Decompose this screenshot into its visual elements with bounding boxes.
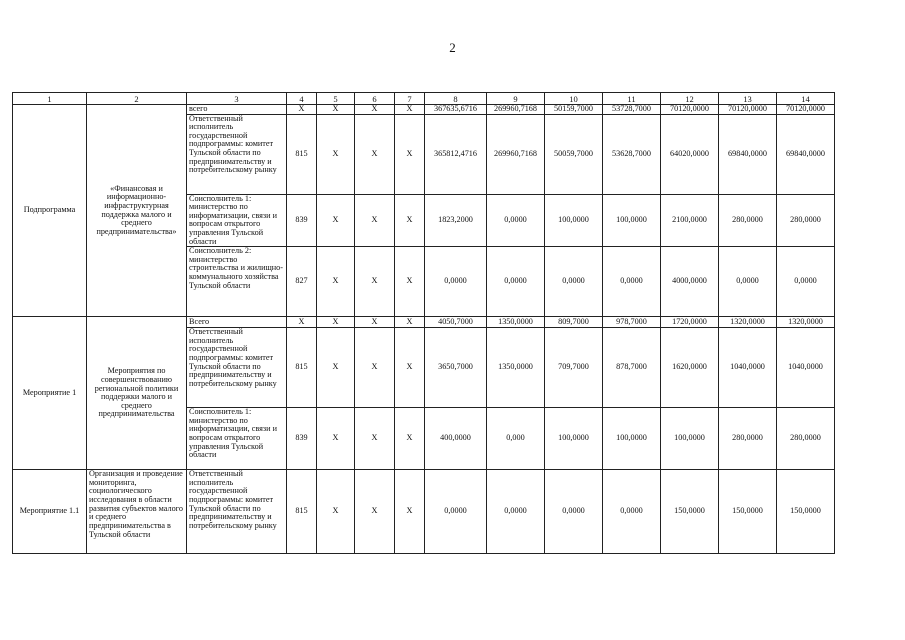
header-cell: 9: [487, 93, 545, 105]
header-cell: 4: [287, 93, 317, 105]
table-cell: X: [317, 328, 355, 408]
table-cell: 3650,7000: [425, 328, 487, 408]
table-cell: X: [355, 317, 395, 328]
table-cell: X: [395, 470, 425, 554]
table-cell: 709,7000: [545, 328, 603, 408]
table-cell: 0,0000: [777, 247, 835, 317]
table-cell: 878,7000: [603, 328, 661, 408]
row-name-cell: Организация и проведение мониторинга, социологического исследования в области развития субъектов малого и среднего предпринимательства в Тульской области: [87, 470, 187, 554]
table-cell: 0,0000: [719, 247, 777, 317]
table-cell: 0,0000: [545, 470, 603, 554]
table-row: [13, 470, 835, 554]
page-number: 2: [449, 40, 456, 55]
table-cell: X: [317, 317, 355, 328]
header-cell: 14: [777, 93, 835, 105]
table-cell: X: [317, 408, 355, 470]
table-cell: 64020,0000: [661, 114, 719, 194]
table-cell: X: [395, 194, 425, 247]
table-cell: X: [395, 114, 425, 194]
executor-cell: всего: [187, 105, 287, 115]
row-name-cell: Мероприятия по совершенствованию региональной политики поддержки малого и среднего предпринимательства: [87, 317, 187, 470]
table-cell: 70120,0000: [777, 105, 835, 115]
table-cell: 2100,0000: [661, 194, 719, 247]
table-cell: X: [287, 105, 317, 115]
table-cell: 839: [287, 408, 317, 470]
table-cell: 0,0000: [487, 470, 545, 554]
table-cell: 827: [287, 247, 317, 317]
executor-cell: Всего: [187, 317, 287, 328]
table-cell: 1350,0000: [487, 317, 545, 328]
header-cell: 8: [425, 93, 487, 105]
table-cell: X: [395, 247, 425, 317]
table-cell: X: [317, 105, 355, 115]
table-cell: X: [317, 247, 355, 317]
row-type-cell: Мероприятие 1: [13, 317, 87, 470]
table-cell: 1620,0000: [661, 328, 719, 408]
executor-cell: Соисполнитель 1: министерство по информатизации, связи и вопросам открытого управления Тульской области: [187, 408, 287, 470]
header-cell: 2: [87, 93, 187, 105]
table-cell: 50059,7000: [545, 114, 603, 194]
table-cell: 0,0000: [425, 470, 487, 554]
table-cell: 978,7000: [603, 317, 661, 328]
table-cell: X: [395, 105, 425, 115]
header-cell: 12: [661, 93, 719, 105]
header-cell: 11: [603, 93, 661, 105]
table-cell: 150,0000: [777, 470, 835, 554]
header-cell: 5: [317, 93, 355, 105]
table-cell: X: [395, 408, 425, 470]
table-cell: 367635,6716: [425, 105, 487, 115]
table-cell: 1720,0000: [661, 317, 719, 328]
header-cell: 7: [395, 93, 425, 105]
table-cell: X: [317, 194, 355, 247]
executor-cell: Ответственный исполнитель государственной подпрограммы: комитет Тульской области по предпринимательству и потребительскому рынку: [187, 114, 287, 194]
table-cell: 280,0000: [777, 194, 835, 247]
table-cell: 69840,0000: [719, 114, 777, 194]
table-cell: 4000,0000: [661, 247, 719, 317]
table-cell: 0,0000: [487, 194, 545, 247]
table-cell: X: [287, 317, 317, 328]
table-cell: X: [355, 470, 395, 554]
table-cell: 100,0000: [545, 194, 603, 247]
table-cell: 4050,7000: [425, 317, 487, 328]
table-cell: 839: [287, 194, 317, 247]
table-cell: 50159,7000: [545, 105, 603, 115]
table-cell: 0,0000: [425, 247, 487, 317]
table-cell: 100,0000: [603, 194, 661, 247]
header-row: [13, 93, 835, 105]
table-cell: 70120,0000: [661, 105, 719, 115]
table-cell: X: [355, 328, 395, 408]
table-cell: X: [317, 114, 355, 194]
row-name-cell: «Финансовая и информационно-инфраструктурная поддержка малого и среднего предпринимательства»: [87, 105, 187, 317]
row-type-cell: Мероприятие 1.1: [13, 470, 87, 554]
table-cell: 100,0000: [661, 408, 719, 470]
table-cell: 100,0000: [545, 408, 603, 470]
table-cell: 53628,7000: [603, 114, 661, 194]
table-cell: X: [355, 194, 395, 247]
table-row: [13, 317, 835, 328]
header-cell: 3: [187, 93, 287, 105]
table-cell: X: [317, 470, 355, 554]
table-cell: 815: [287, 470, 317, 554]
table-row: [13, 105, 835, 115]
executor-cell: Соисполнитель 2: министерство строительства и жилищно-коммунального хозяйства Тульской области: [187, 247, 287, 317]
header-cell: 6: [355, 93, 395, 105]
table-cell: 269960,7168: [487, 105, 545, 115]
table-cell: 1040,0000: [777, 328, 835, 408]
table-cell: 1320,0000: [719, 317, 777, 328]
table-cell: 815: [287, 328, 317, 408]
executor-cell: Соисполнитель 1: министерство по информатизации, связи и вопросам открытого управления Тульской области: [187, 194, 287, 247]
table-cell: 280,0000: [719, 194, 777, 247]
row-type-cell: Подпрограмма: [13, 105, 87, 317]
table-cell: 1320,0000: [777, 317, 835, 328]
table-cell: 0,0000: [603, 470, 661, 554]
table-cell: 0,0000: [487, 247, 545, 317]
table-cell: 53728,7000: [603, 105, 661, 115]
table-cell: 815: [287, 114, 317, 194]
table-cell: 269960,7168: [487, 114, 545, 194]
table-cell: 69840,0000: [777, 114, 835, 194]
table-cell: X: [395, 328, 425, 408]
table-cell: X: [355, 408, 395, 470]
table-cell: 0,000: [487, 408, 545, 470]
table-cell: X: [355, 105, 395, 115]
table-cell: 0,0000: [545, 247, 603, 317]
table-cell: 70120,0000: [719, 105, 777, 115]
header-cell: 1: [13, 93, 87, 105]
table-cell: 150,0000: [661, 470, 719, 554]
table-cell: 150,0000: [719, 470, 777, 554]
budget-table: [12, 92, 835, 554]
table-cell: 280,0000: [777, 408, 835, 470]
table-cell: 365812,4716: [425, 114, 487, 194]
table-cell: 100,0000: [603, 408, 661, 470]
table-cell: 400,0000: [425, 408, 487, 470]
table-cell: 0,0000: [603, 247, 661, 317]
table-cell: X: [395, 317, 425, 328]
table-cell: 1350,0000: [487, 328, 545, 408]
table-cell: X: [355, 114, 395, 194]
header-cell: 13: [719, 93, 777, 105]
table-cell: 280,0000: [719, 408, 777, 470]
table-cell: 1823,2000: [425, 194, 487, 247]
table-cell: 809,7000: [545, 317, 603, 328]
table-cell: X: [355, 247, 395, 317]
executor-cell: Ответственный исполнитель государственной подпрограммы: комитет Тульской области по предпринимательству и потребительскому рынку: [187, 328, 287, 408]
header-cell: 10: [545, 93, 603, 105]
table-cell: 1040,0000: [719, 328, 777, 408]
executor-cell: Ответственный исполнитель государственной подпрограммы: комитет Тульской области по предпринимательству и потребительскому рынку: [187, 470, 287, 554]
